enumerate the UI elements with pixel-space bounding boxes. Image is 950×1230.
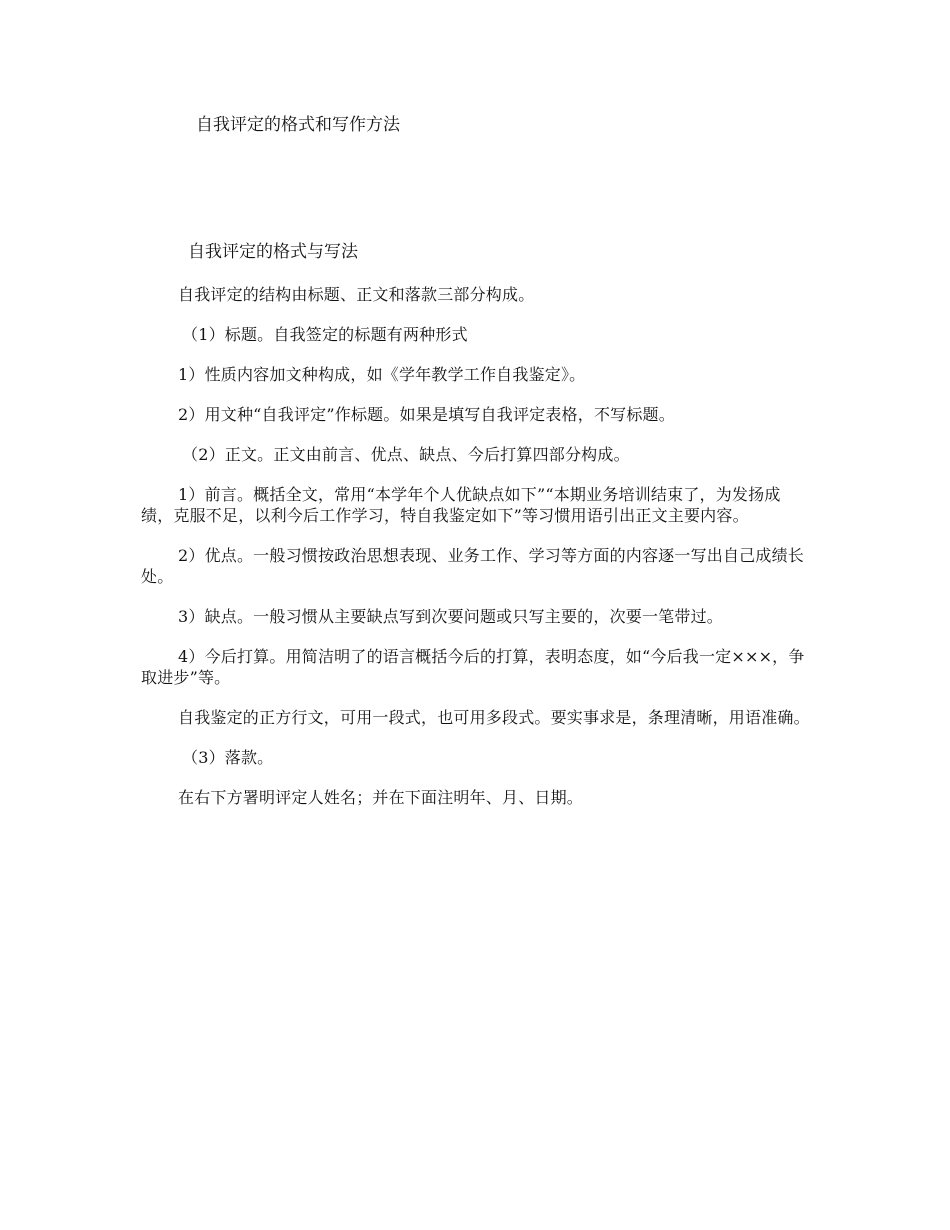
paragraph-structure: 自我评定的结构由标题、正文和落款三部分构成。 [178, 285, 535, 304]
paragraph-signature-instructions: 在右下方署明评定人姓名；并在下面注明年、月、日期。 [178, 788, 584, 807]
paragraph-body-section: （2）正文。正文由前言、优点、缺点、今后打算四部分构成。 [182, 445, 630, 464]
paragraph-weaknesses: 3）缺点。一般习惯从主要缺点写到次要问题或只写主要的，次要一笔带过。 [178, 607, 723, 626]
paragraph-writing-style: 自我鉴定的正方行文，可用一段式，也可用多段式。要实事求是，条理清晰，用语准确。 [178, 708, 810, 727]
document-title: 自我评定的格式和写作方法 [196, 115, 400, 135]
paragraph-title-form-1: 1）性质内容加文种构成，如《学年教学工作自我鉴定》。 [178, 365, 586, 384]
paragraph-preface: 1）前言。概括全文，常用“本学年个人优缺点如下”“本期业务培训结束了，为发扬成绩，克服不足，以利今后工作学习，特自我鉴定如下”等习惯用语引出正文主要内容。 [141, 485, 781, 525]
document-body [141, 284, 811, 827]
paragraph-strengths: 2）优点。一般习惯按政治思想表现、业务工作、学习等方面的内容逐一写出自己成绩长处。 [141, 546, 804, 586]
section-heading: 自我评定的格式与写法 [188, 242, 358, 262]
paragraph-title-form-2: 2）用文种“自我评定”作标题。如果是填写自我评定表格，不写标题。 [178, 405, 675, 424]
paragraph-title-section: （1）标题。自我签定的标题有两种形式 [182, 325, 468, 344]
paragraph-future-plans: 4）今后打算。用简洁明了的语言概括今后的打算，表明态度，如“今后我一定×××，争取进步”等。 [141, 647, 805, 687]
paragraph-signature-section: （3）落款。 [182, 748, 274, 767]
